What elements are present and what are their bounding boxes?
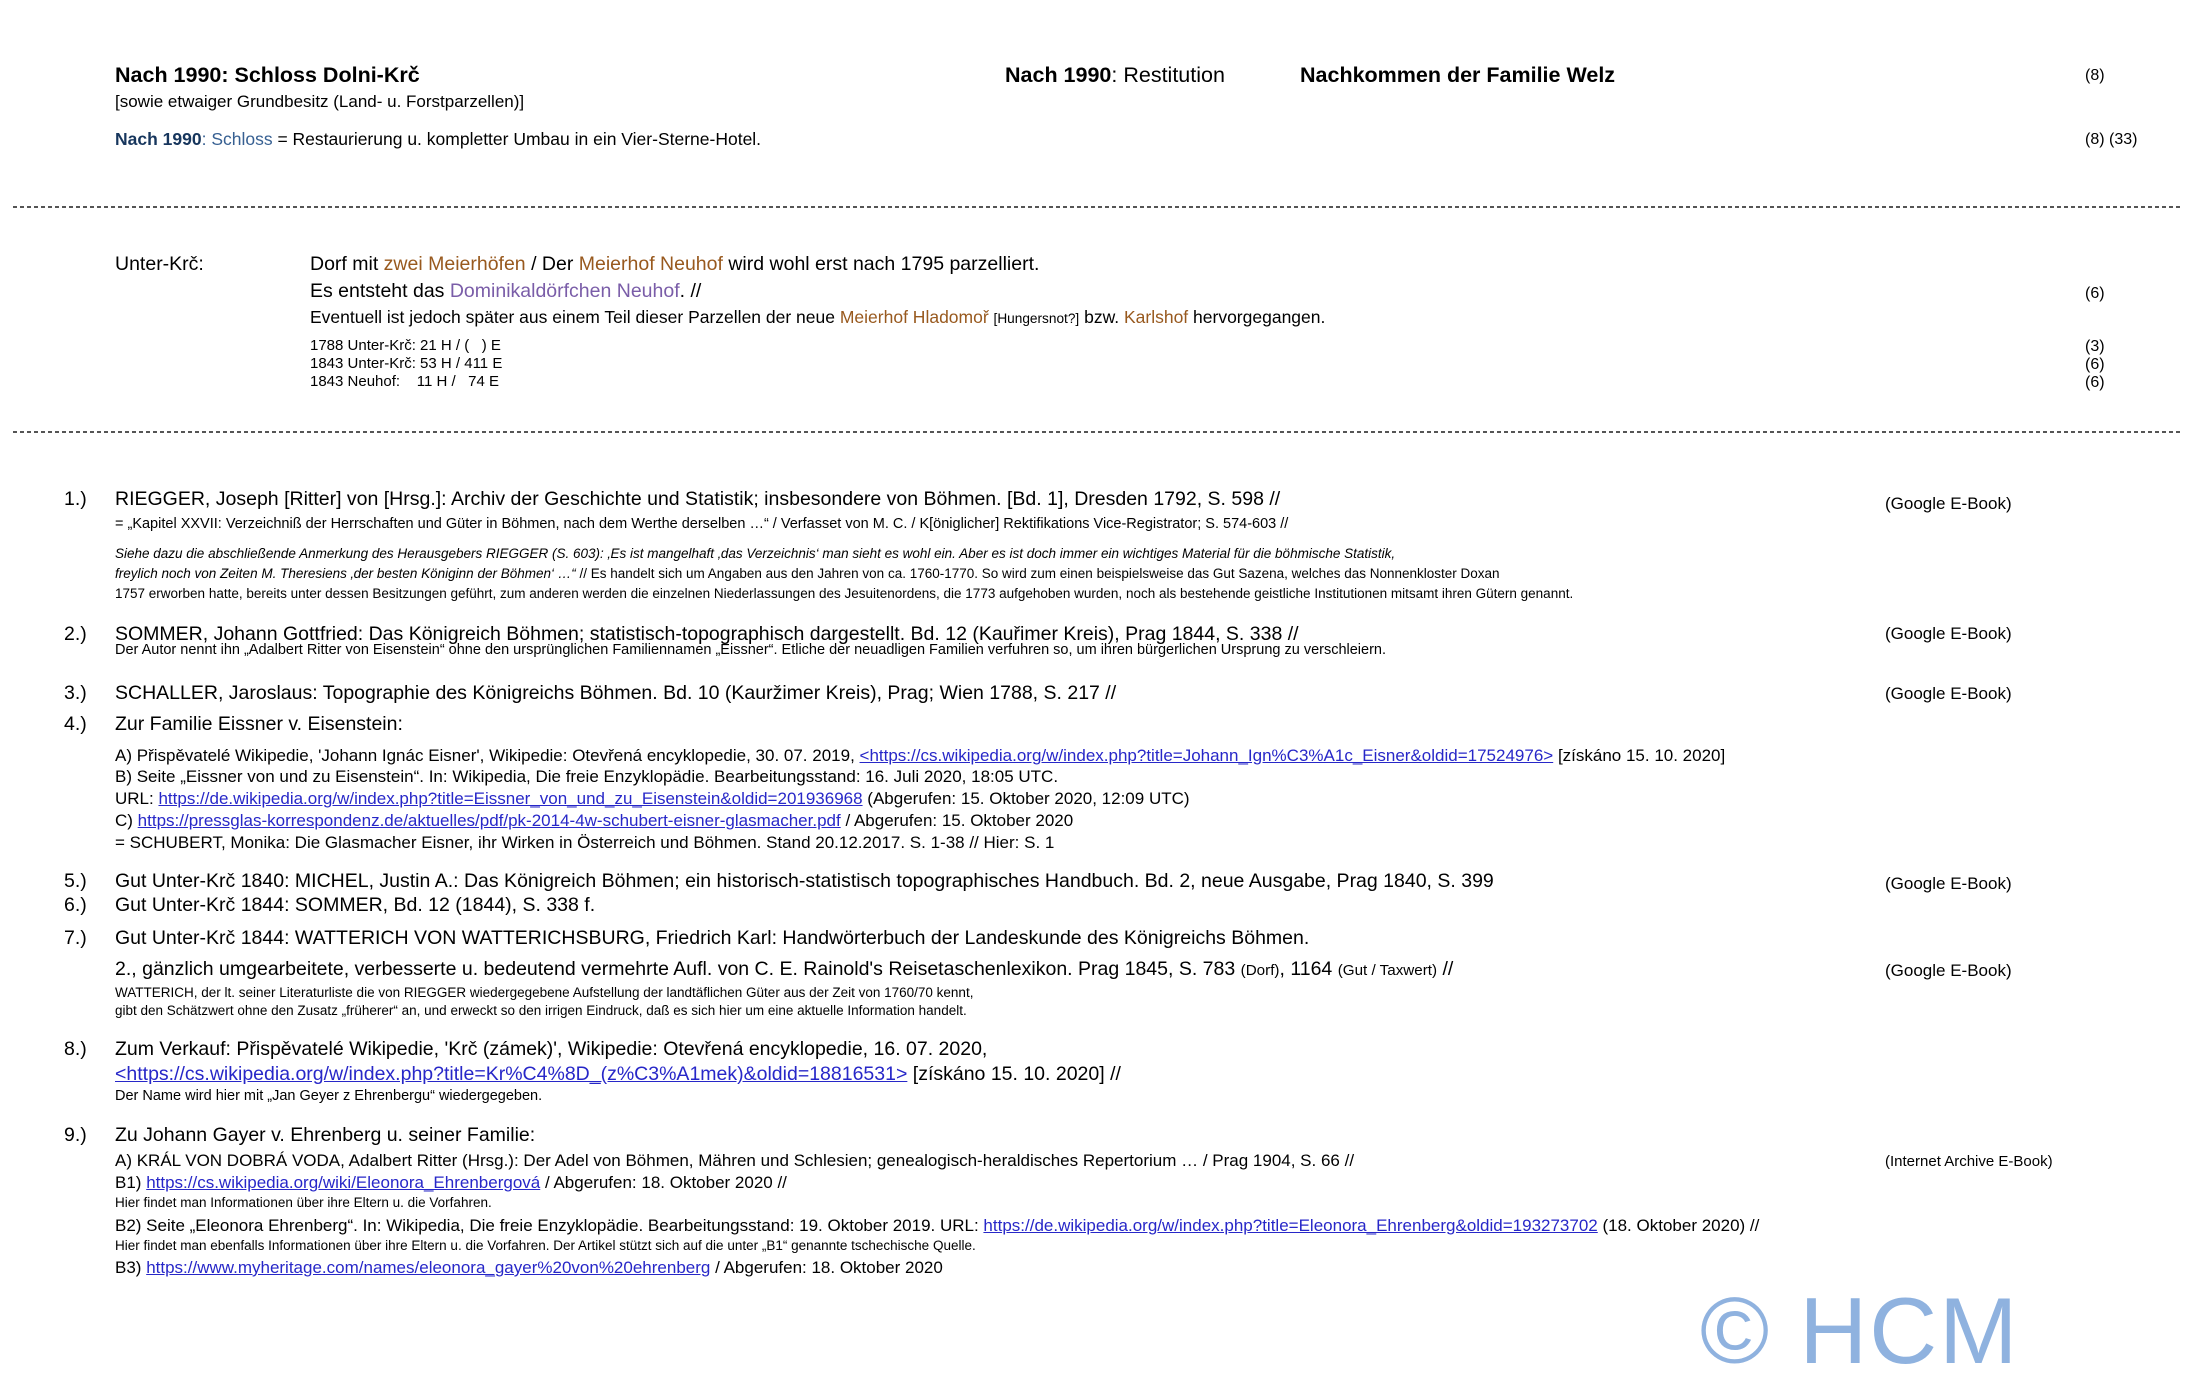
ref4-number: 4.) [64, 713, 87, 735]
unterkrc-stat-1788: 1788 Unter-Krč: 21 H / ( ) E [310, 337, 501, 354]
text-segment: / Der [525, 253, 579, 275]
ref5-number: 5.) [64, 870, 87, 892]
page-title: Nach 1990: Schloss Dolni-Krč [115, 63, 420, 87]
text-segment: : Schloss [201, 129, 273, 149]
unterkrc-stat-1843a: 1843 Unter-Krč: 53 H / 411 E [310, 355, 503, 372]
ref9-line-a: A) KRÁL VON DOBRÁ VODA, Adalbert Ritter (Hrsg.): Der Adel von Böhmen, Mähren und Schlesien; genealogisch-heraldisches Repertorium … / Prag 1904, S. 66 // [115, 1151, 1355, 1170]
text-segment: B1) [115, 1173, 147, 1192]
ref1-sub: = „Kapitel XXVII: Verzeichniß der Herrschaften und Güter in Böhmen, nach dem Werthe derselben …“ / Verfasset von M. C. / K[öniglicher] Rektifikations Vice-Registrator; S. 574-603 // [115, 516, 1289, 532]
unterkrc-line-2 [310, 280, 701, 302]
hotel-line [115, 129, 761, 149]
ref6-number: 6.) [64, 894, 87, 916]
ref4-head: Zur Familie Eissner v. Eisenstein: [115, 713, 403, 735]
dashed-divider-top [13, 206, 2183, 208]
unterkrc-stat-1843a-ref: (6) [2085, 356, 2105, 373]
ref8-sub: Der Name wird hier mit „Jan Geyer z Ehrenbergu“ wiedergegeben. [115, 1088, 543, 1104]
ref5-source-badge: (Google E-Book) [1885, 874, 2012, 893]
link[interactable]: https://www.myheritage.com/names/eleonora_gayer%20von%20ehrenberg [146, 1258, 711, 1277]
unterkrc-stat-1788-ref: (3) [2085, 338, 2105, 355]
text-segment: 2., gänzlich umgearbeitete, verbesserte u. bedeutend vermehrte Aufl. von C. E. Rainold's Reisetaschenlexikon. Prag 1845, S. 783 [115, 958, 1241, 980]
ref2-sub: Der Autor nennt ihn „Adalbert Ritter von Eisenstein“ ohne den ursprünglichen Familiennamen „Eissner“. Etliche der neuadligen Familien verfuhren so, um ihren bürgerlichen Ursprung zu verschleiern. [115, 642, 1387, 658]
text-segment: Karlshof [1123, 307, 1189, 327]
text-segment: Eventuell ist jedoch später aus einem Teil dieser Parzellen der neue [310, 307, 840, 327]
ref9-head: Zu Johann Gayer v. Ehrenberg u. seiner Familie: [115, 1124, 536, 1146]
unterkrc-label: Unter-Krč: [115, 253, 204, 275]
text-segment: Nach 1990 [115, 129, 202, 149]
text-segment: Dorf mit [310, 253, 384, 275]
text-segment: wird wohl erst nach 1795 parzelliert. [722, 253, 1040, 275]
link[interactable]: https://de.wikipedia.org/w/index.php?title=Eissner_von_und_zu_Eisenstein&oldid=201936968 [158, 789, 863, 808]
text-segment: A) Přispěvatelé Wikipedie, 'Johann Ignác Eisner', Wikipedie: Otevřená encyklopedie, 30. 07. 2019, [115, 746, 860, 765]
text-segment: (18. Oktober 2020) // [1597, 1216, 1760, 1235]
text-segment: freylich noch von Zeiten M. Theresiens ‚der besten Königinn der Böhmen‘ …“ [115, 566, 580, 581]
text-segment: // [1437, 958, 1454, 980]
link[interactable]: https://de.wikipedia.org/w/index.php?title=Eleonora_Ehrenberg&oldid=193273702 [983, 1216, 1598, 1235]
unterkrc-line-3 [310, 307, 1325, 327]
unterkrc-stat-1843b-ref: (6) [2085, 374, 2105, 391]
header-restitution-rest: : Restitution [1111, 63, 1225, 87]
ref3-main: SCHALLER, Jaroslaus: Topographie des Königreichs Böhmen. Bd. 10 (Kauržimer Kreis), Prag; Wien 1788, S. 217 // [115, 682, 1117, 704]
header-restitution-year: Nach 1990 [1005, 63, 1112, 87]
text-segment: bzw. [1079, 307, 1124, 327]
ref7-source-badge: (Google E-Book) [1885, 961, 2012, 980]
ref7-sub-2: gibt den Schätzwert ohne den Zusatz „früherer“ an, und erweckt so den irrigen Eindruck, daß es sich hier um eine aktuelle Information handelt. [115, 1003, 967, 1018]
text-segment: B2) Seite „Eleonora Ehrenberg“. In: Wikipedia, Die freie Enzyklopädie. Bearbeitungsstand: 19. Oktober 2019. URL: [115, 1216, 984, 1235]
ref4-line-b: B) Seite „Eissner von und zu Eisenstein“. In: Wikipedia, Die freie Enzyklopädie. Bearbeitungsstand: 16. Juli 2020, 18:05 UTC. [115, 767, 1059, 786]
ref9-sub-1: Hier findet man Informationen über ihre Eltern u. die Vorfahren. [115, 1195, 492, 1210]
ref4-line-url [115, 789, 1190, 809]
ref1-main: RIEGGER, Joseph [Ritter] von [Hrsg.]: Archiv der Geschichte und Statistik; insbesondere von Böhmen. [Bd. 1], Dresden 1792, S. 598 // [115, 488, 1281, 510]
ref5-main: Gut Unter-Krč 1840: MICHEL, Justin A.: Das Königreich Böhmen; ein historisch-statistisch topographisches Handbuch. Bd. 2, neue Ausgabe, Prag 1840, S. 399 [115, 870, 1494, 892]
ref2-source-badge: (Google E-Book) [1885, 624, 2012, 643]
page-ref-1: (8) [2085, 67, 2105, 84]
text-segment: C) [115, 811, 138, 830]
ref4-line-a [115, 746, 1725, 766]
text-segment: / Abgerufen: 18. Oktober 2020 // [540, 1173, 787, 1192]
unterkrc-line-1 [310, 253, 1039, 275]
text-segment: , 1164 [1279, 958, 1338, 980]
ref9-number: 9.) [64, 1124, 87, 1146]
ref1-source-badge: (Google E-Book) [1885, 494, 2012, 513]
text-segment: / Abgerufen: 18. Oktober 2020 [710, 1258, 943, 1277]
text-segment: [Hungersnot?] [993, 311, 1080, 326]
ref9-line-b1 [115, 1173, 787, 1193]
link[interactable]: https://pressglas-korrespondenz.de/aktuelles/pdf/pk-2014-4w-schubert-eisner-glasmacher.pdf [137, 811, 841, 830]
ref9-sub-2: Hier findet man ebenfalls Informationen über ihre Eltern u. die Vorfahren. Der Artikel stützt sich auf die unter „B1“ genannte tschechische Quelle. [115, 1238, 976, 1253]
ref3-source-badge: (Google E-Book) [1885, 684, 2012, 703]
header-restitution [1005, 63, 1225, 88]
text-segment: Meierhof Neuhof [578, 253, 723, 275]
text-segment: URL: [115, 789, 159, 808]
page-subtitle: [sowie etwaiger Grundbesitz (Land- u. Forstparzellen)] [115, 92, 525, 111]
page-ref-2: (8) (33) [2085, 131, 2138, 148]
ref7-sub-1: WATTERICH, der lt. seiner Literaturliste die von RIEGGER wiedergegebene Aufstellung der landtäflichen Güter aus der Zeit von 1760/70 kennt, [115, 985, 974, 1000]
text-segment: Es entsteht das [310, 280, 450, 302]
text-segment: hervorgegangen. [1188, 307, 1326, 327]
text-segment: [získáno 15. 10. 2020] // [907, 1063, 1121, 1085]
text-segment: (Abgerufen: 15. Oktober 2020, 12:09 UTC) [862, 789, 1190, 808]
ref1-note-1: Siehe dazu die abschließende Anmerkung des Herausgebers RIEGGER (S. 603): ‚Es ist mangelhaft ‚das Verzeichnis‘ man sieht es wohl ein. Aber es ist doch immer ein wichtiges Material für die böhmische Statistik, [115, 546, 1396, 561]
text-segment: (Dorf) [1240, 962, 1280, 979]
text-segment: = Restaurierung u. kompletter Umbau in ein Vier-Sterne-Hotel. [272, 129, 762, 149]
text-segment: Meierhof Hladomoř [839, 307, 994, 327]
text-segment: // Es handelt sich um Angaben aus den Jahren von ca. 1760-1770. So wird zum einen beispielsweise das Gut Sazena, welches das Nonnenkloster Doxan [579, 566, 1500, 581]
text-segment: [získáno 15. 10. 2020] [1553, 746, 1726, 765]
link[interactable]: <https://cs.wikipedia.org/w/index.php?title=Johann_Ign%C3%A1c_Eisner&oldid=17524976> [859, 746, 1554, 765]
dashed-divider-middle [13, 431, 2183, 433]
ref9-line-b3 [115, 1258, 943, 1278]
ref1-note-3: 1757 erworben hatte, bereits unter dessen Besitzungen geführt, zum anderen werden die einzelnen Niederlassungen des Jesuitenordens, die 1773 aufgehoben wurden, noch als bestehende geistliche Institutionen mitsamt ihren Gütern genannt. [115, 586, 1574, 601]
unterkrc-line-2-ref: (6) [2085, 285, 2105, 302]
text-segment: (Gut / Taxwert) [1337, 962, 1438, 979]
unterkrc-stat-1843b: 1843 Neuhof: 11 H / 74 E [310, 373, 500, 390]
text-segment: B3) [115, 1258, 147, 1277]
text-segment: . // [679, 280, 702, 302]
ref9-line-b2 [115, 1216, 1759, 1236]
text-segment: / Abgerufen: 15. Oktober 2020 [840, 811, 1074, 830]
text-segment: zwei Meierhöfen [383, 253, 526, 275]
ref1-number: 1.) [64, 488, 87, 510]
link[interactable]: https://cs.wikipedia.org/wiki/Eleonora_Ehrenbergová [146, 1173, 541, 1192]
ref7-number: 7.) [64, 927, 87, 949]
link[interactable]: <https://cs.wikipedia.org/w/index.php?title=Kr%C4%8D_(z%C3%A1mek)&oldid=18816531> [115, 1063, 908, 1085]
text-segment: Dominikaldörfchen Neuhof [449, 280, 680, 302]
ref6-main: Gut Unter-Krč 1844: SOMMER, Bd. 12 (1844), S. 338 f. [115, 894, 596, 916]
copyright-watermark: © HCM [1700, 1278, 2020, 1383]
ref2-number: 2.) [64, 623, 87, 645]
header-family-title: Nachkommen der Familie Welz [1300, 63, 1616, 87]
ref3-number: 3.) [64, 682, 87, 704]
ref4-line-c [115, 811, 1073, 831]
ref8-number: 8.) [64, 1038, 87, 1060]
ref9-source-badge: (Internet Archive E-Book) [1885, 1153, 2053, 1170]
ref8-line-2 [115, 1063, 1121, 1085]
ref4-line-eq: = SCHUBERT, Monika: Die Glasmacher Eisner, ihr Wirken in Österreich und Böhmen. Stand 20.12.2017. S. 1-38 // Hier: S. 1 [115, 833, 1055, 852]
ref8-main: Zum Verkauf: Přispěvatelé Wikipedie, 'Krč (zámek)', Wikipedie: Otevřená encyklopedie, 16. 07. 2020, [115, 1038, 988, 1060]
ref7-line-2 [115, 958, 1453, 980]
ref7-main: Gut Unter-Krč 1844: WATTERICH VON WATTERICHSBURG, Friedrich Karl: Handwörterbuch der Landeskunde des Königreichs Böhmen. [115, 927, 1310, 949]
ref2-main: SOMMER, Johann Gottfried: Das Königreich Böhmen; statistisch-topographisch dargestellt. Bd. 12 (Kauřimer Kreis), Prag 1844, S. 338 // [115, 623, 1299, 645]
ref1-note-2 [115, 566, 1500, 582]
